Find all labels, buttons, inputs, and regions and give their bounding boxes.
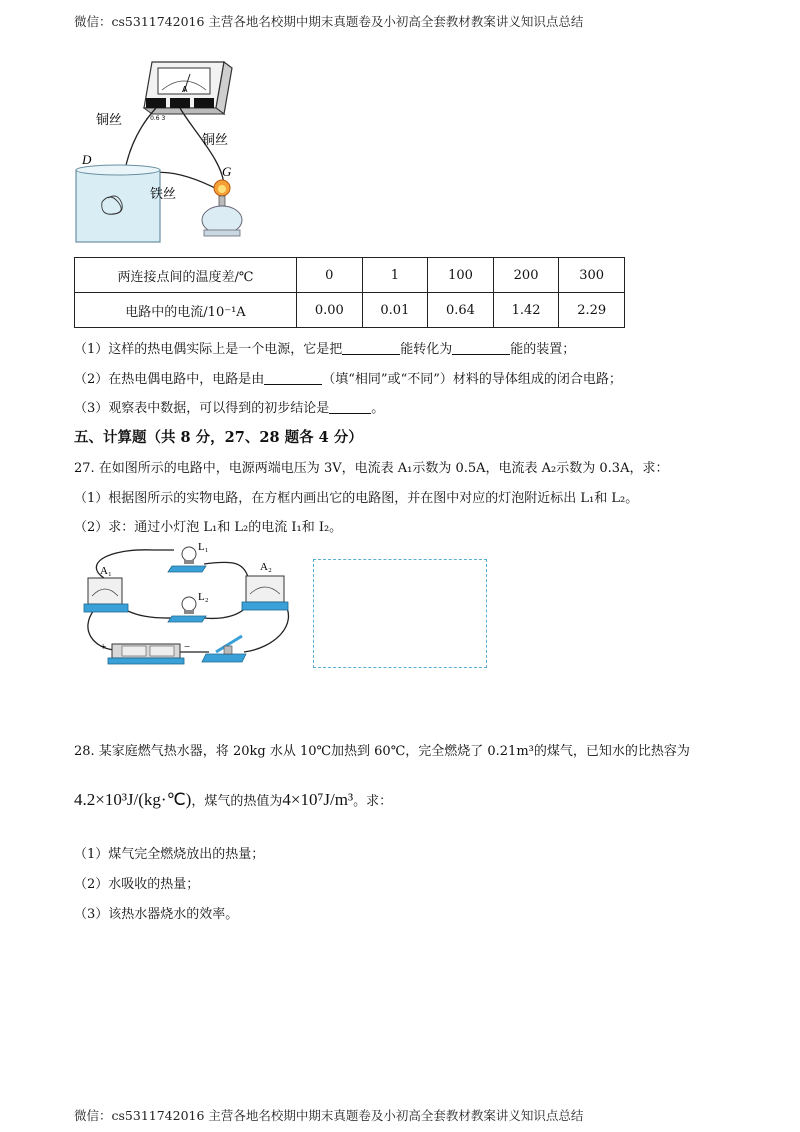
- q26-part1-text: 能的装置；: [510, 342, 576, 357]
- label-minus: −: [184, 641, 191, 653]
- q28-formula-line: [74, 790, 392, 810]
- q28-part1: （1）煤气完全燃烧放出的热量；: [74, 847, 265, 862]
- q26-part3-text: （3）观察表中数据，可以得到的初步结论是: [74, 401, 330, 416]
- q26-part2-text: （填“相同”或“不同”）材料的导体组成的闭合电路；: [322, 372, 622, 387]
- label-g: G: [222, 164, 232, 179]
- answer-blank[interactable]: [329, 400, 371, 414]
- table-row: [75, 258, 625, 293]
- label-a1: A₁: [100, 565, 112, 577]
- meter-terminals: - 0.6 3: [146, 115, 166, 122]
- ammeter-a1: [84, 578, 128, 612]
- label-l2: L₂: [198, 591, 209, 603]
- q28-formula-text: 。求：: [353, 794, 393, 809]
- answer-blank[interactable]: [342, 341, 400, 355]
- q27-stem: 27. 在如图所示的电路中，电源两端电压为 3V，电流表 A₁示数为 0.5A，电流表 A₂示数为 0.3A，求：: [74, 461, 669, 476]
- q26-part3-text: 。: [371, 401, 385, 416]
- q28-part2: （2）水吸收的热量；: [74, 877, 200, 892]
- galvanometer: [144, 62, 232, 114]
- q26-part2-text: （2）在热电偶电路中，电路是由: [74, 372, 265, 387]
- thermocouple-figure: [74, 52, 294, 247]
- switch: [202, 636, 246, 662]
- label-plus: +: [100, 641, 107, 653]
- section-title: 五、计算题（共 8 分，27、28 题各 4 分）: [74, 429, 363, 446]
- table-cell: 2.29: [559, 293, 625, 328]
- q27-part1: （1）根据图所示的实物电路，在方框内画出它的电路图，并在图中对应的灯泡附近标出 L₁和 L₂。: [74, 491, 639, 506]
- table-row: [75, 293, 625, 328]
- q26-part1-text: （1）这样的热电偶实际上是一个电源，它是把: [74, 342, 343, 357]
- table-cell: 0.64: [428, 293, 494, 328]
- row-label: 两连接点间的温度差/℃: [75, 258, 297, 293]
- q26-part2: [74, 368, 622, 387]
- meter-letter: A: [182, 85, 188, 94]
- table-cell: 0.01: [362, 293, 428, 328]
- label-a2: A₂: [260, 561, 272, 573]
- table-cell: 300: [559, 258, 625, 293]
- beaker: [76, 165, 160, 242]
- answer-blank[interactable]: [452, 341, 510, 355]
- battery-holder: [108, 644, 184, 664]
- circuit-figure: [74, 540, 304, 675]
- row-label: 电路中的电流/10⁻¹A: [75, 293, 297, 328]
- circuit-diagram-answer-box[interactable]: [313, 559, 487, 668]
- table-cell: 1: [362, 258, 428, 293]
- q28-formula-text: ，煤气的热值为: [191, 794, 283, 809]
- iron-label: 铁丝: [150, 187, 177, 202]
- specific-heat-formula: 4.2×10³J/(kg·℃): [74, 790, 192, 809]
- alcohol-burner: [202, 180, 242, 236]
- temperature-current-table: [74, 257, 625, 328]
- table-cell: 0: [297, 258, 363, 293]
- q26-part3: [74, 397, 384, 416]
- q28-part3: （3）该热水器烧水的效率。: [74, 907, 239, 922]
- label-l1: L₁: [198, 541, 209, 553]
- table-cell: 0.00: [297, 293, 363, 328]
- q26-part1: [74, 338, 575, 357]
- copper-label-right: 铜丝: [202, 133, 229, 148]
- copper-label-left: 铜丝: [96, 113, 123, 128]
- table-cell: 100: [428, 258, 494, 293]
- table-cell: 1.42: [493, 293, 559, 328]
- q28-stem: 28. 某家庭燃气热水器，将 20kg 水从 10℃加热到 60℃，完全燃烧了 0.21m³的煤气，已知水的比热容为: [74, 744, 690, 759]
- table-cell: 200: [493, 258, 559, 293]
- page-footer: 微信：cs5311742016 主营各地名校期中期末真题卷及小初高全套教材教案讲义知识点总结: [74, 1108, 584, 1123]
- ammeter-a2: [242, 576, 288, 610]
- answer-blank[interactable]: [264, 371, 322, 385]
- q26-part1-text: 能转化为: [400, 342, 453, 357]
- heat-value-formula: 4×10⁷J/m³: [282, 790, 354, 809]
- label-d: D: [82, 152, 92, 167]
- q27-part2: （2）求：通过小灯泡 L₁和 L₂的电流 I₁和 I₂。: [74, 520, 343, 535]
- page-header: 微信：cs5311742016 主营各地名校期中期末真题卷及小初高全套教材教案讲义知识点总结: [74, 14, 584, 29]
